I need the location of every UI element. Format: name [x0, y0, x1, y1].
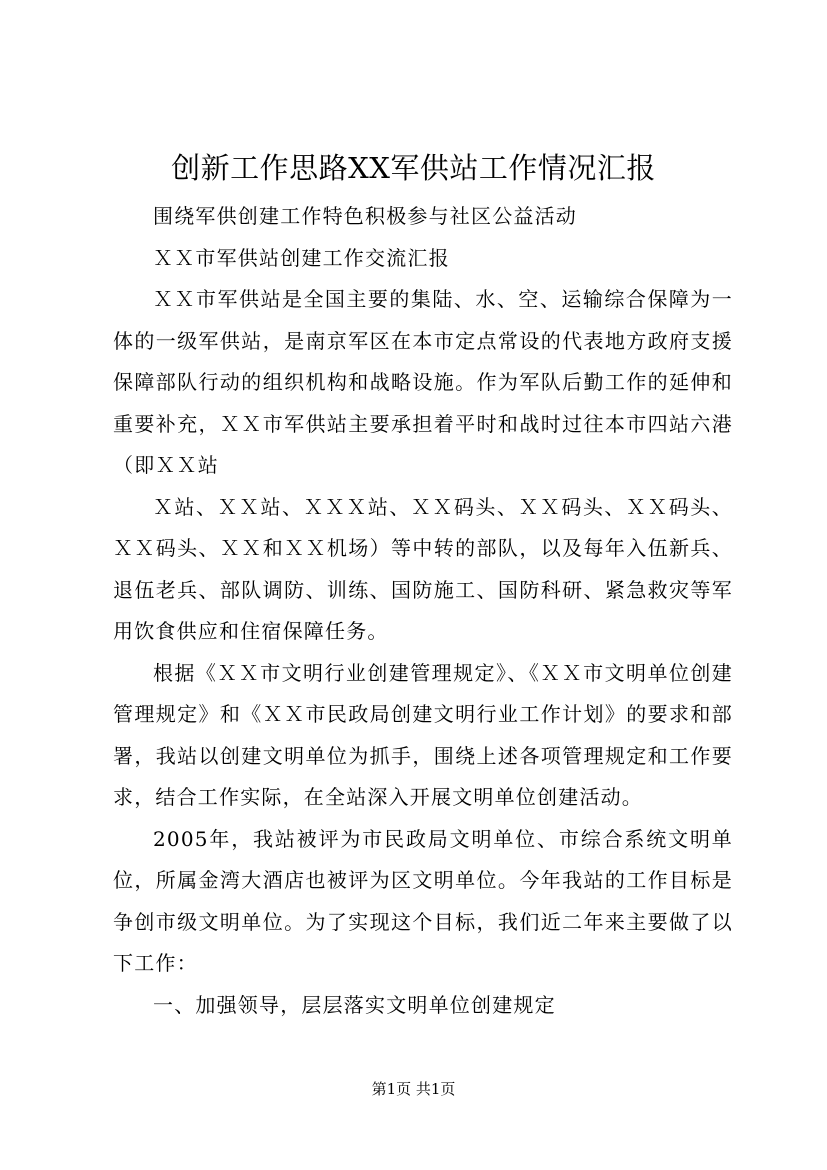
paragraph-stations: Ｘ站、ＸＸ站、ＸＸＸ站、ＸＸ码头、ＸＸ码头、ＸＸ码头、ＸＸ码头、ＸＸ和ＸＸ机场）等中转的部队，以及每年入伍新兵、退伍老兵、部队调防、训练、国防施工、国防科研、紧急救灾等军用饮食供应和住宿保障任务。	[113, 494, 733, 643]
document-title: 创新工作思路XX军供站工作情况汇报	[171, 151, 656, 185]
paragraph-subtitle: 围绕军供创建工作特色积极参与社区公益活动	[153, 204, 577, 228]
paragraph-intro: ＸＸ市军供站是全国主要的集陆、水、空、运输综合保障为一体的一级军供站，是南京军区在本市定点常设的代表地方政府支援保障部队行动的组织机构和战略设施。作为军队后勤工作的延伸和重要补充，ＸＸ市军供站主要承担着平时和战时过往本市四站六港（即ＸＸ站	[113, 287, 733, 477]
paragraph-regulations: 根据《ＸＸ市文明行业创建管理规定》、《ＸＸ市文明单位创建管理规定》和《ＸＸ市民政局创建文明行业工作计划》的要求和部署，我站以创建文明单位为抓手，围绕上述各项管理规定和工作要求，结合工作实际，在全站深入开展文明单位创建活动。	[113, 660, 733, 809]
document-body	[113, 196, 733, 1026]
paragraph-report-name: ＸＸ市军供站创建工作交流汇报	[153, 245, 450, 270]
paragraph-achievements: 2005年，我站被评为市民政局文明单位、市综合系统文明单位，所属金湾大酒店也被评为区文明单位。今年我站的工作目标是争创市级文明单位。为了实现这个目标，我们近二年来主要做了以下工作：	[113, 826, 733, 975]
paragraph-section-one-heading: 一、加强领导，层层落实文明单位创建规定	[153, 992, 556, 1017]
page-footer: 第1页 共1页	[371, 1080, 456, 1098]
